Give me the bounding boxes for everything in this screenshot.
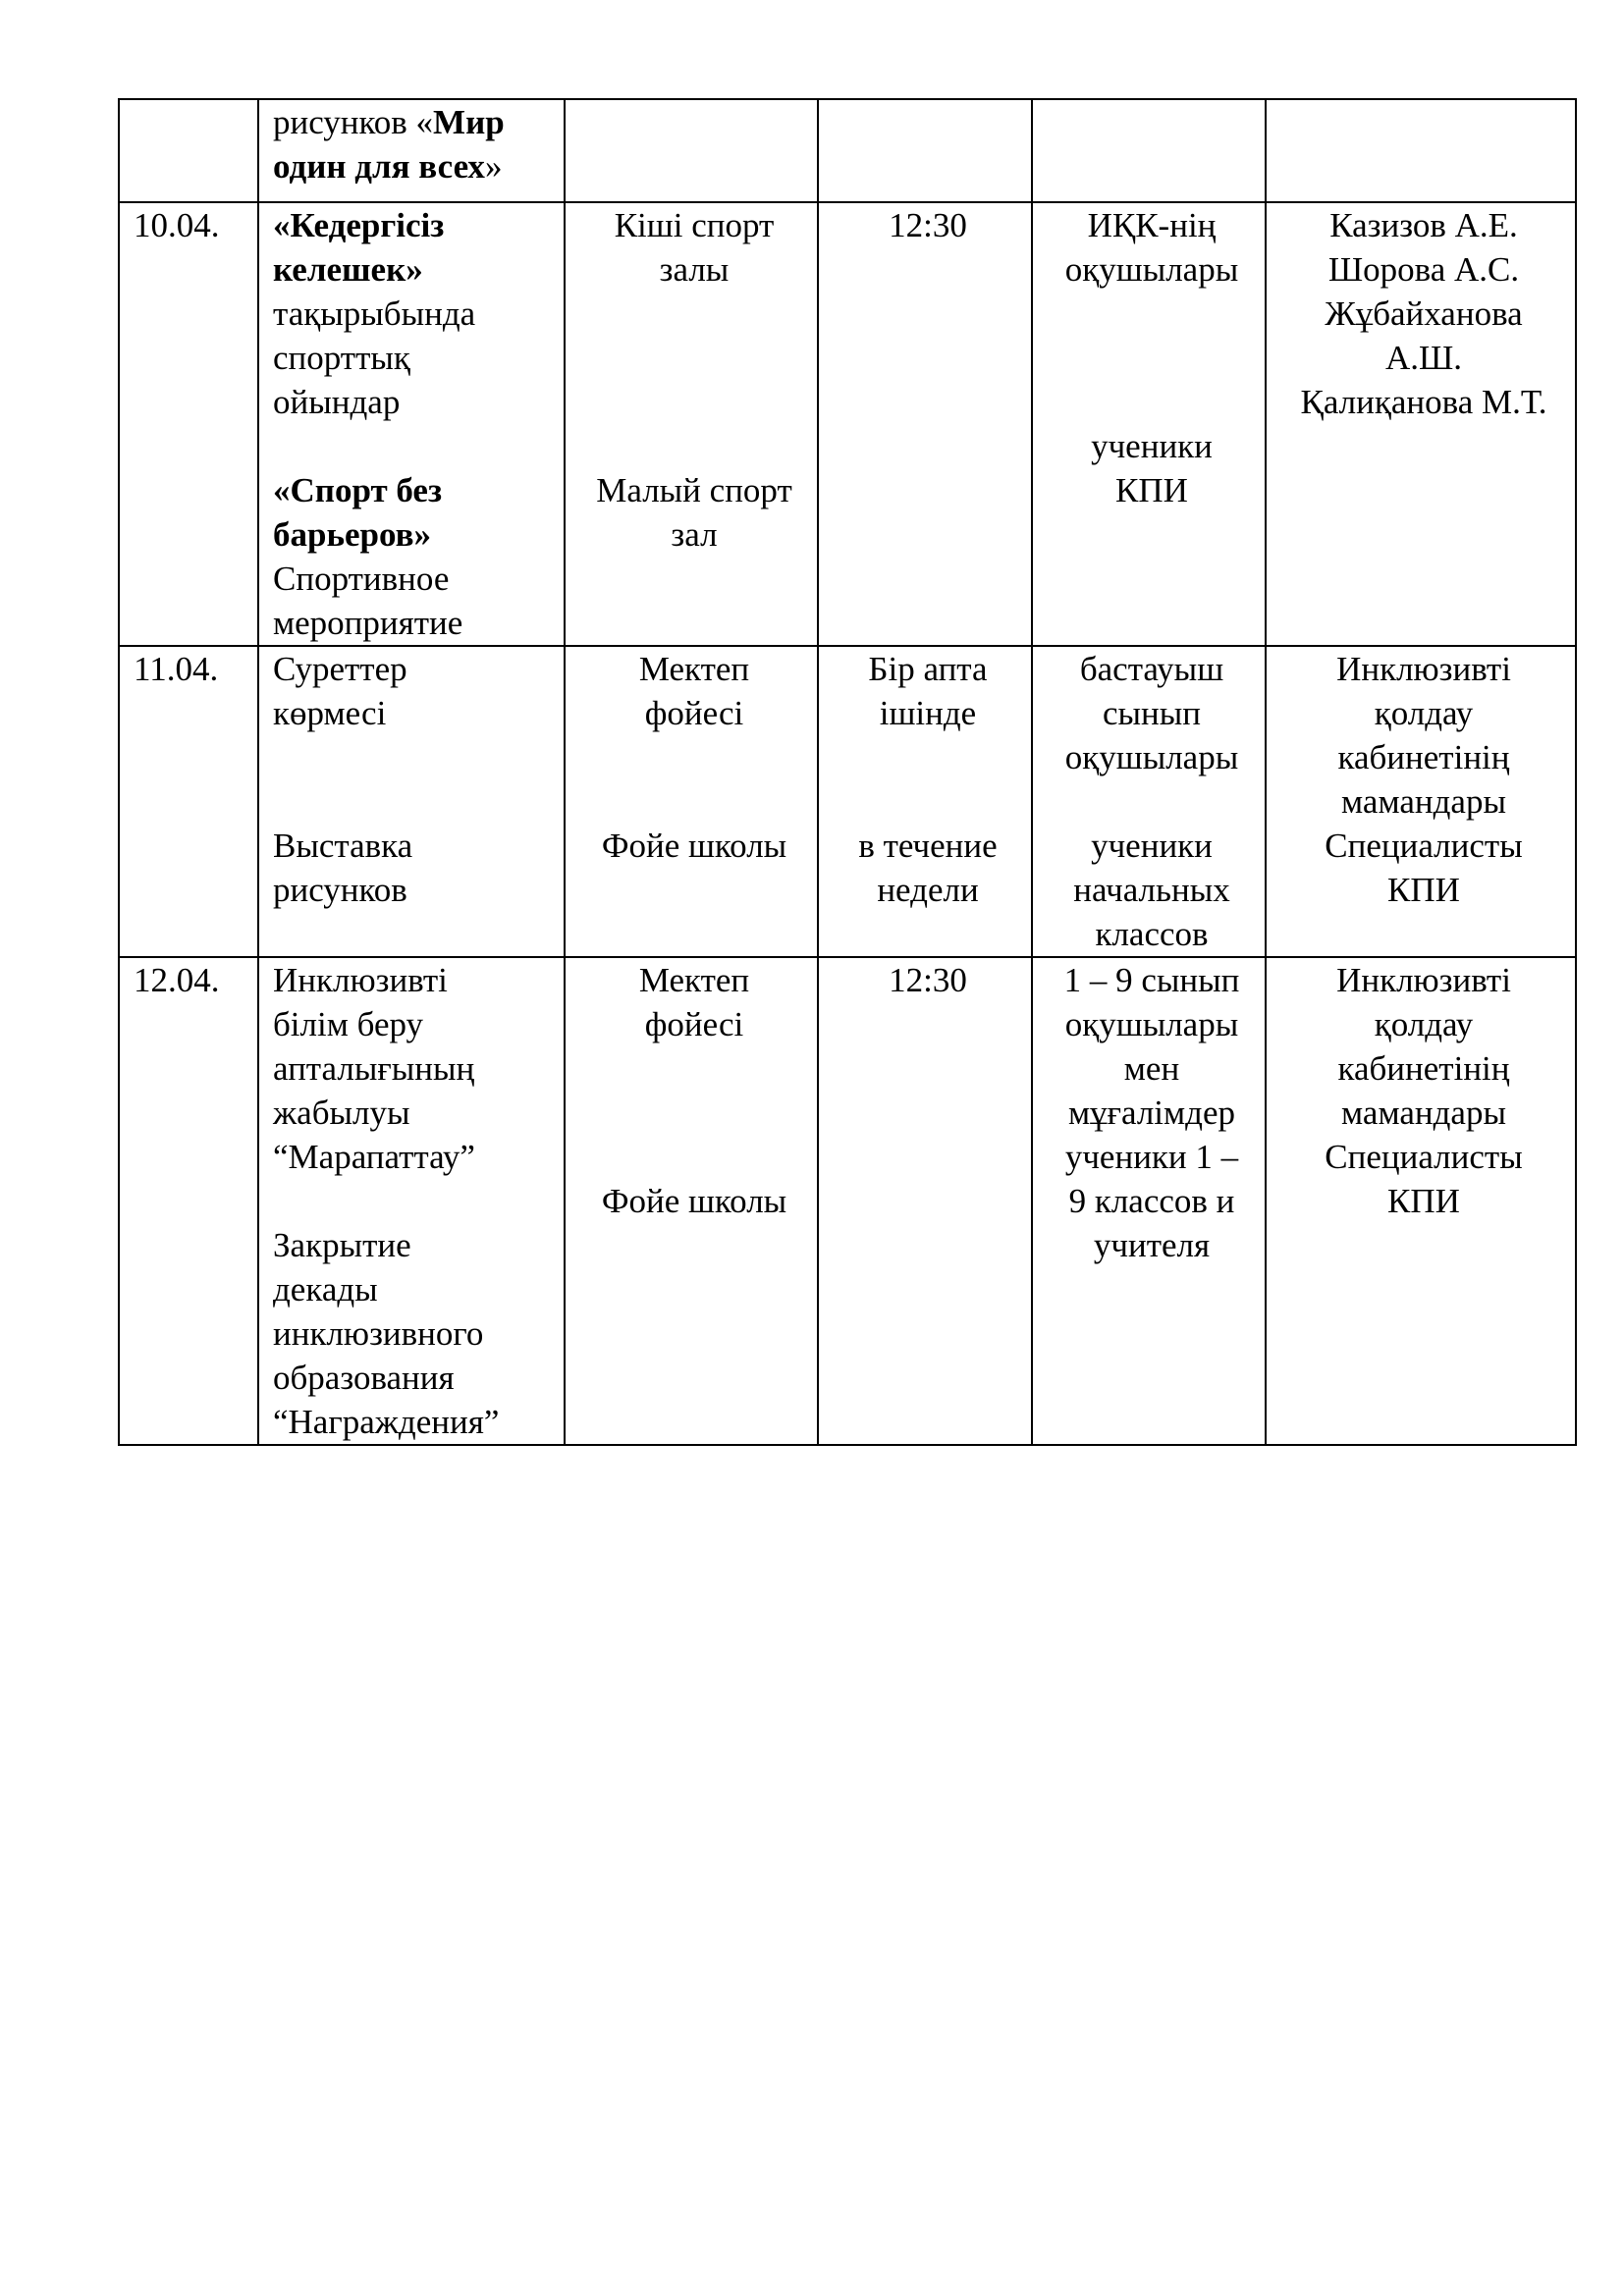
date-cell bbox=[119, 99, 258, 202]
time-cell: Бір апта ішінде в течение недели bbox=[818, 646, 1032, 957]
event-cell: Суреттер көрмесі Выставка рисунков bbox=[258, 646, 565, 957]
responsible-cell bbox=[1266, 99, 1576, 202]
participants-cell: 1 – 9 сынып оқушылары мен мұғалімдер ученики 1 – 9 классов и учителя bbox=[1032, 957, 1266, 1445]
event-cell: Инклюзивті білім беру апталығының жабылуы “Марапаттау” Закрытие декады инклюзивного образования “Награждения” bbox=[258, 957, 565, 1445]
schedule-table bbox=[118, 98, 1577, 1446]
date-cell: 11.04. bbox=[119, 646, 258, 957]
participants-cell bbox=[1032, 99, 1266, 202]
table-row bbox=[119, 646, 1576, 957]
date-cell: 10.04. bbox=[119, 202, 258, 646]
time-cell: 12:30 bbox=[818, 202, 1032, 646]
responsible-cell: Казизов А.Е. Шорова А.С. Жұбайханова А.Ш. Қалиқанова М.Т. bbox=[1266, 202, 1576, 646]
table-row bbox=[119, 99, 1576, 202]
participants-cell: ИҚК-нің оқушылары ученики КПИ bbox=[1032, 202, 1266, 646]
responsible-cell: Инклюзивті қолдау кабинетінің мамандары Специалисты КПИ bbox=[1266, 646, 1576, 957]
participants-cell: бастауыш сынып оқушылары ученики начальных классов bbox=[1032, 646, 1266, 957]
place-cell: Мектеп фойесі Фойе школы bbox=[565, 646, 818, 957]
responsible-cell: Инклюзивті қолдау кабинетінің мамандары Специалисты КПИ bbox=[1266, 957, 1576, 1445]
time-cell: 12:30 bbox=[818, 957, 1032, 1445]
event-cell: «Кедергісіз келешек» тақырыбында спорттық ойындар «Спорт без барьеров» Спортивное мероприятие bbox=[258, 202, 565, 646]
date-cell: 12.04. bbox=[119, 957, 258, 1445]
place-cell: Кіші спорт залы Малый спорт зал bbox=[565, 202, 818, 646]
place-cell: Мектеп фойесі Фойе школы bbox=[565, 957, 818, 1445]
time-cell bbox=[818, 99, 1032, 202]
place-cell bbox=[565, 99, 818, 202]
table-row bbox=[119, 957, 1576, 1445]
table-row bbox=[119, 202, 1576, 646]
event-cell: рисунков «Мир один для всех» bbox=[258, 99, 565, 202]
